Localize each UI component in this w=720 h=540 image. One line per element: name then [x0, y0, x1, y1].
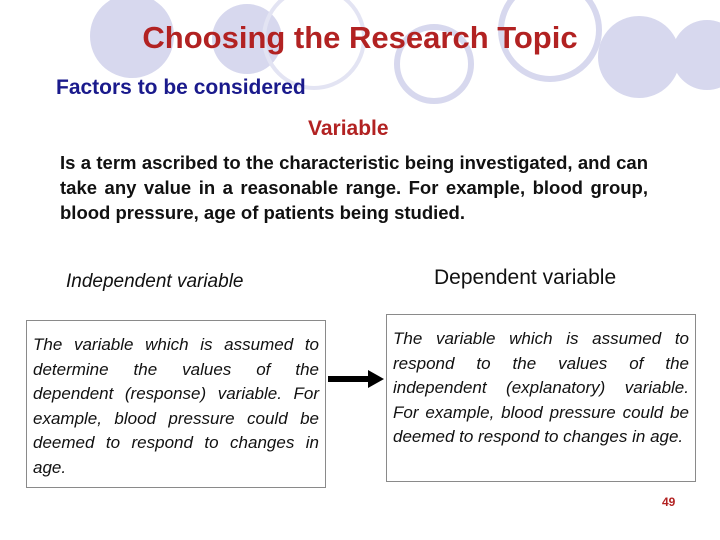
arrow-right-icon: [328, 368, 384, 390]
dependent-variable-box: [386, 314, 696, 482]
slide-subtitle: Factors to be considered: [56, 76, 306, 99]
dependent-variable-heading: Dependent variable: [434, 266, 617, 289]
variable-heading: Variable: [308, 117, 389, 140]
independent-variable-heading: Independent variable: [66, 271, 244, 292]
independent-variable-box: [26, 320, 326, 488]
page-number: 49: [662, 495, 676, 509]
independent-variable-text: The variable which is assumed to determine the values of the dependent (response) variable. For example, blood pressure could be deemed to respond to changes in age.: [33, 335, 319, 477]
variable-definition: Is a term ascribed to the characteristic being investigated, and can take any value in a reasonable range. For example, blood group, blood pressure, age of patients being studied.: [60, 152, 648, 223]
dependent-variable-text: The variable which is assumed to respond to the values of the independent (explanatory) variable. For example, blood pressure could be deemed to respond to changes in age.: [393, 329, 689, 446]
slide-title: Choosing the Research Topic: [142, 20, 578, 55]
